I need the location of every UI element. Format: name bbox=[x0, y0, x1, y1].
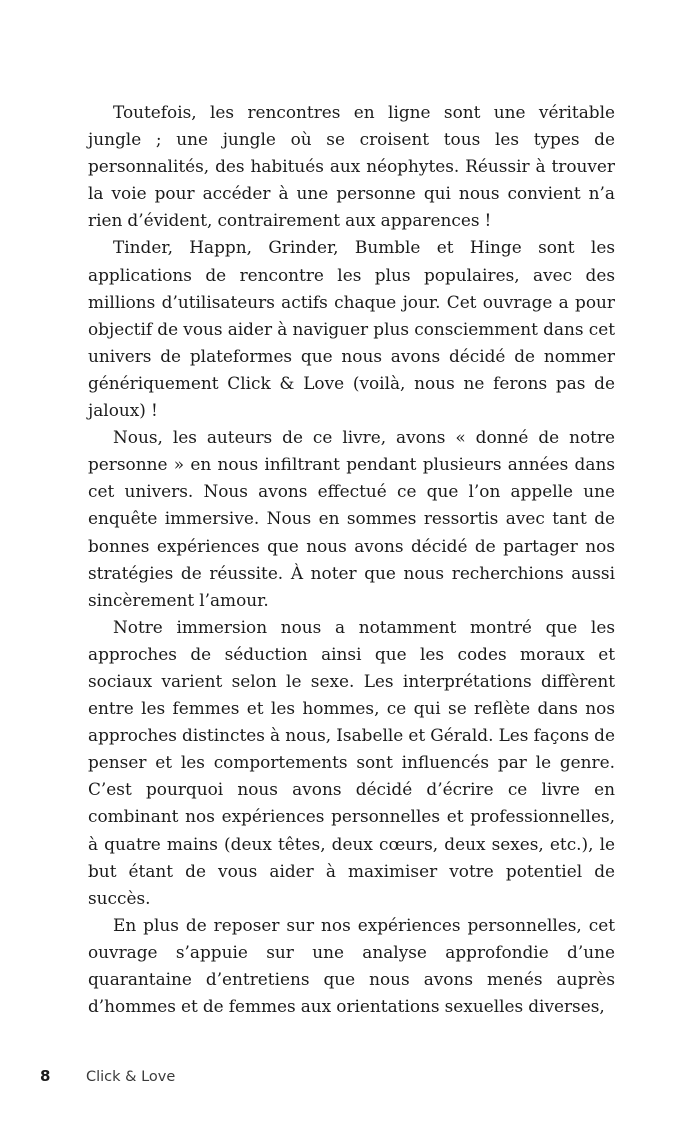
paragraph-3: Nous, les auteurs de ce livre, avons « donné de notre personne » en nous infiltrant pendant plusieurs années dans cet univers. Nous avons effectué ce que l’on appelle une enquête immersive. Nous en sommes ressortis avec tant de bonnes expériences que nous avons décidé de partager nos stratégies de réussite. À noter que nous recherchions aussi sincèrement l’amour. bbox=[88, 427, 615, 610]
body-text bbox=[88, 99, 615, 1020]
paragraph-5: En plus de reposer sur nos expériences personnelles, cet ouvrage s’appuie sur une analyse approfondie d’une quarantaine d’entretiens que nous avons menés auprès d’hommes et de femmes aux orientations sexuelles diverses, bbox=[88, 914, 615, 1017]
paragraph-4: Notre immersion nous a notamment montré que les approches de séduction ainsi que les codes moraux et sociaux varient selon le sexe. Les interprétations diffèrent entre les femmes et les hommes, ce qui se reflète dans nos approches distinctes à nous, Isabelle et Gérald. Les façons de penser et les comportements sont influencés par le genre. C’est pourquoi nous avons décidé d’écrire ce livre en combinant nos expériences personnelles et professionnelles, à quatre mains (deux têtes, deux cœurs, deux sexes, etc.), le but étant de vous aider à maximiser votre potentiel de succès. bbox=[88, 616, 615, 908]
page-number: 8 bbox=[40, 1067, 51, 1085]
page-footer bbox=[40, 1064, 175, 1089]
paragraph-2: Tinder, Happn, Grinder, Bumble et Hinge sont les applications de rencontre les plus populaires, avec des millions d’utilisateurs actifs chaque jour. Cet ouvrage a pour objectif de vous aider à naviguer plus consciemment dans cet univers de plateformes que nous avons décidé de nommer génériquement Click & Love (voilà, nous ne ferons pas de jaloux) ! bbox=[88, 237, 615, 421]
paragraph-1: Toutefois, les rencontres en ligne sont une véritable jungle ; une jungle où se croisent tous les types de personnalités, des habitués aux néophytes. Réussir à trouver la voie pour accéder à une personne qui nous convient n’a rien d’évident, contrairement aux apparences ! bbox=[88, 102, 615, 231]
running-title: Click & Love bbox=[86, 1069, 176, 1085]
